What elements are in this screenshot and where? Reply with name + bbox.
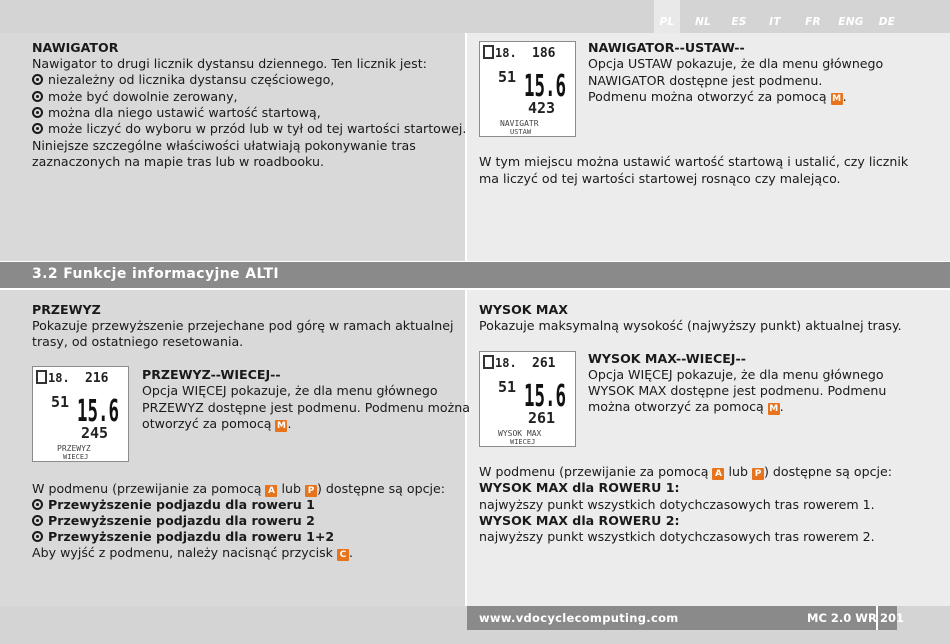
lcd-display-przewyz — [32, 366, 129, 462]
a-key-icon: A — [265, 485, 277, 497]
m-key-icon: M — [832, 94, 842, 104]
lcd-label-2: WIECEJ — [510, 438, 536, 446]
przewyz-text: Pokazuje przewyższenie przejechane pod górę w ramach aktualnej — [32, 318, 454, 333]
bullet-text: można dla niego ustawić wartość startową, — [48, 105, 321, 120]
nawigator-paragraph-right: W tym miejscu można ustawić wartość startową i ustalić, czy licznik — [479, 154, 909, 169]
nawigator-paragraph: zaznaczonych na mapie tras lub w roadbooku. — [32, 154, 324, 169]
lcd-display-wysok-max — [479, 351, 576, 447]
line-text: lub — [728, 464, 748, 479]
p-key-icon: P — [305, 485, 317, 497]
line-text: Aby wyjść z podmenu, należy nacisnąć przycisk — [32, 545, 333, 560]
wysok-max-heading: WYSOK MAX — [479, 302, 568, 317]
p-key-icon: P — [752, 468, 764, 480]
wysok-max-wiecej-text: WYSOK MAX dostępne jest podmenu. Podmenu — [588, 383, 887, 398]
option-text: Przewyższenie podjazdu dla roweru 1+2 — [48, 529, 335, 544]
footer-model: MC 2.0 WR — [807, 611, 877, 625]
przewyz-exit-text — [32, 545, 353, 561]
przewyz-wiecej-heading: PRZEWYZ--WIECEJ-- — [142, 367, 281, 382]
lcd-bottom-value: 423 — [528, 99, 556, 117]
wysok-max-text: Pokazuje maksymalną wysokość (najwyższy punkt) aktualnej trasy. — [479, 318, 902, 333]
lcd-label-1: NAVIGATR — [500, 119, 539, 128]
m-key-icon: M — [769, 404, 779, 414]
bullet-text: niezależny od licznika dystansu częściowego, — [48, 72, 335, 87]
wysok-max-option-title: WYSOK MAX dla ROWERU 1: — [479, 480, 680, 495]
wysok-max-option-desc: najwyższy punkt wszystkich dotychczasowych tras rowerem 1. — [479, 497, 875, 512]
lcd-bottom-value: 261 — [528, 409, 556, 427]
nawigator-bullet — [32, 89, 238, 105]
lcd-screen — [480, 42, 575, 136]
lcd-label-1: WYSOK MAX — [498, 429, 542, 438]
punct: . — [842, 89, 847, 104]
lcd-display-nawigator — [479, 41, 576, 137]
przewyz-option — [32, 513, 315, 529]
bullet-icon — [32, 91, 43, 102]
nawigator-ustaw-text — [588, 89, 847, 105]
lcd-label-1: PRZEWYZ — [57, 444, 91, 453]
line-text: ) dostępne są opcje: — [317, 481, 445, 496]
lcd-top-right: 186 — [532, 46, 556, 61]
c-key-icon: C — [337, 549, 349, 561]
lcd-top-right: 216 — [85, 371, 109, 386]
nawigator-paragraph: Niniejsze szczególne właściwości ułatwiają pokonywanie tras — [32, 138, 416, 153]
lcd-mid-left: 51 — [498, 68, 517, 86]
line-text: W podmenu (przewijanie za pomocą — [32, 481, 262, 496]
option-text: Przewyższenie podjazdu dla roweru 1 — [48, 497, 315, 512]
bullet-icon — [32, 515, 43, 526]
nawigator-bullet — [32, 105, 321, 121]
nawigator-bullet — [32, 72, 334, 88]
punct: . — [348, 545, 353, 560]
m-key-icon: M — [277, 421, 286, 431]
wysok-max-option-desc: najwyższy punkt wszystkich dotychczasowych tras rowerem 2. — [479, 529, 875, 544]
line-text: można otworzyć za pomocą — [588, 399, 764, 414]
lang-tab-nl[interactable]: NL — [694, 15, 712, 28]
bullet-icon — [32, 107, 43, 118]
lcd-top-left: 18. — [48, 371, 70, 385]
wysok-max-wiecej-heading: WYSOK MAX--WIECEJ-- — [588, 351, 746, 366]
wysok-max-submenu-intro — [479, 464, 892, 480]
bullet-icon — [32, 123, 43, 134]
nawigator-heading: NAWIGATOR — [32, 40, 119, 55]
lcd-label-2: WIECEJ — [63, 453, 89, 461]
lcd-top-left: 18. — [495, 46, 517, 60]
przewyz-wiecej-text — [142, 416, 292, 432]
nawigator-paragraph-right: ma liczyć od tej wartości startowej rosnąco czy malejąco. — [479, 171, 841, 186]
nawigator-ustaw-text: Opcja USTAW pokazuje, że dla menu głównego — [588, 56, 884, 71]
line-text: otworzyć za pomocą — [142, 416, 272, 431]
option-text: Przewyższenie podjazdu dla roweru 2 — [48, 513, 315, 528]
lcd-big-value: 15.6 — [524, 379, 566, 414]
line-text: lub — [281, 481, 301, 496]
lang-tab-es[interactable]: ES — [731, 15, 747, 28]
a-key-icon: A — [712, 468, 724, 480]
lcd-mid-left: 51 — [498, 378, 517, 396]
lcd-top-left: 18. — [495, 356, 517, 370]
nawigator-ustaw-text: NAWIGATOR dostępne jest podmenu. — [588, 73, 823, 88]
punct: . — [287, 416, 292, 431]
bullet-text: może być dowolnie zerowany, — [48, 89, 238, 104]
section-title: 3.2 Funkcje informacyjne ALTI — [32, 266, 280, 282]
lcd-mid-left: 51 — [51, 393, 70, 411]
page-number: 201 — [876, 606, 896, 630]
lcd-big-value: 15.6 — [77, 394, 119, 429]
lang-tab-pl[interactable]: PL — [654, 0, 680, 33]
lang-tab-de[interactable]: DE — [878, 15, 896, 28]
bullet-icon — [32, 74, 43, 85]
przewyz-wiecej-text: Opcja WIĘCEJ pokazuje, że dla menu głównego — [142, 383, 438, 398]
przewyz-wiecej-text: PRZEWYZ dostępne jest podmenu. Podmenu można — [142, 400, 470, 415]
nawigator-ustaw-heading: NAWIGATOR--USTAW-- — [588, 40, 745, 55]
line-text: W podmenu (przewijanie za pomocą — [479, 464, 709, 479]
bullet-icon — [32, 499, 43, 510]
punct: . — [779, 399, 784, 414]
lang-tab-it[interactable]: IT — [769, 15, 781, 28]
lcd-bottom-value: 245 — [81, 424, 109, 442]
lcd-screen — [33, 367, 128, 461]
lcd-big-value: 15.6 — [524, 69, 566, 104]
wysok-max-option-title: WYSOK MAX dla ROWERU 2: — [479, 513, 680, 528]
przewyz-option — [32, 529, 334, 545]
lcd-top-right: 261 — [532, 356, 556, 371]
wysok-max-wiecej-text — [588, 399, 784, 415]
line-text: Podmenu można otworzyć za pomocą — [588, 89, 827, 104]
footer-url: www.vdocyclecomputing.com — [479, 611, 679, 625]
lcd-label-2: USTAW — [510, 128, 532, 136]
przewyz-option — [32, 497, 315, 513]
nawigator-intro: Nawigator to drugi licznik dystansu dziennego. Ten licznik jest: — [32, 56, 427, 71]
nawigator-bullet — [32, 121, 466, 137]
wysok-max-wiecej-text: Opcja WIĘCEJ pokazuje, że dla menu głównego — [588, 367, 884, 382]
przewyz-heading: PRZEWYZ — [32, 302, 101, 317]
lang-tab-eng[interactable]: ENG — [838, 15, 864, 28]
lcd-screen — [480, 352, 575, 446]
line-text: ) dostępne są opcje: — [764, 464, 892, 479]
przewyz-text: trasy, od ostatniego resetowania. — [32, 334, 244, 349]
bullet-icon — [32, 531, 43, 542]
lang-tab-fr[interactable]: FR — [805, 15, 821, 28]
bullet-text: może liczyć do wyboru w przód lub w tył od tej wartości startowej. — [48, 121, 467, 136]
przewyz-submenu-intro — [32, 481, 445, 497]
